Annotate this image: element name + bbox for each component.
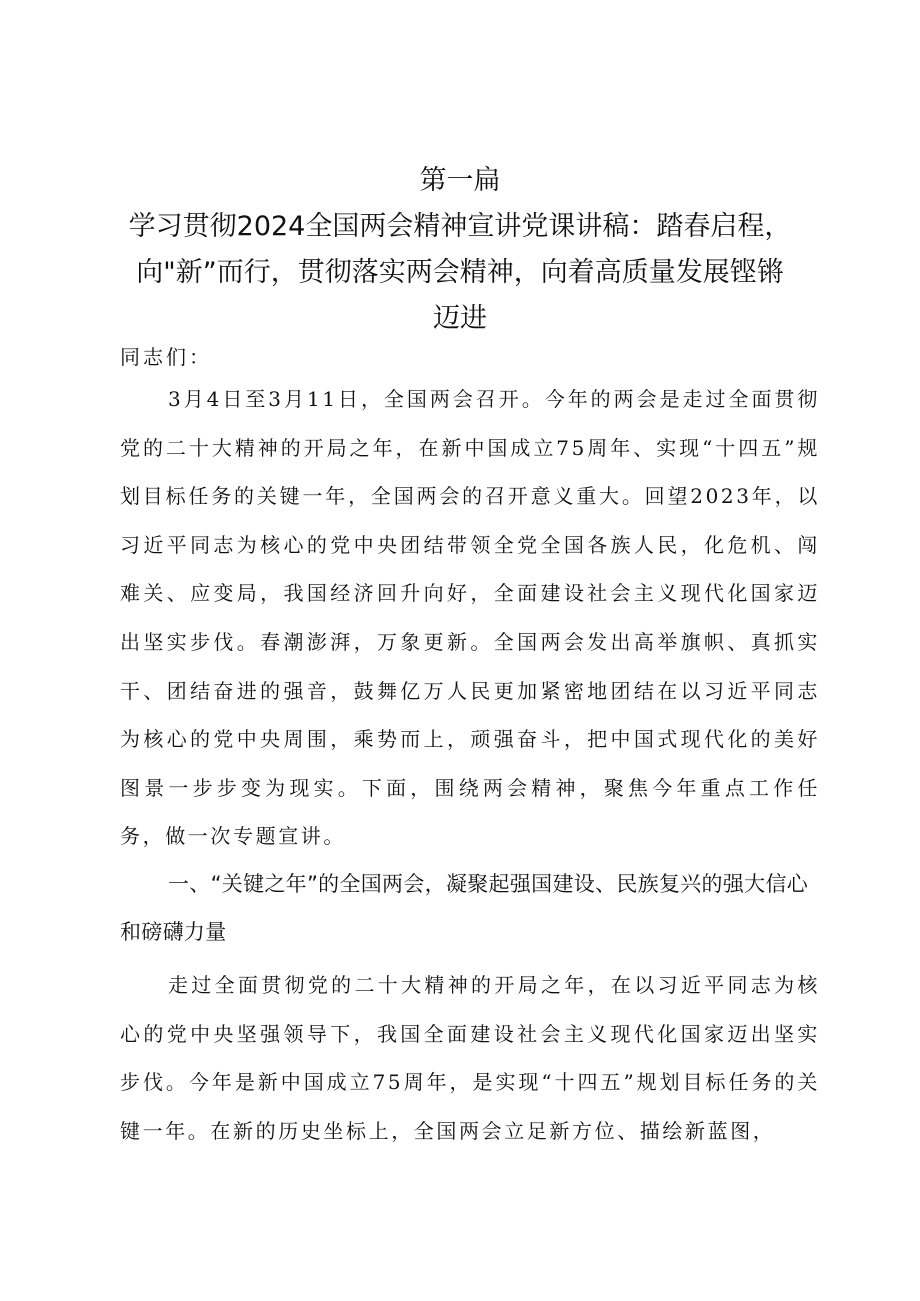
body-paragraph-2: 走过全面贯彻党的二十大精神的开局之年，在以习近平同志为核心的党中央坚强领导下，我国全面建设社会主义现代化国家迈出坚实步伐。今年是新中国成立75周年，是实现“十四五”规划目标任务的关键一年。在新的历史坐标上，全国两会立足新方位、描绘新蓝图，: [120, 973, 820, 1143]
title-line-1: 第一扁: [419, 165, 501, 196]
title-line-4: 迈进: [433, 303, 487, 334]
body-paragraph-1: 3月4日至3月11日，全国两会召开。今年的两会是走过全面贯彻党的二十大精神的开局之年，在新中国成立75周年、实现“十四五”规划目标任务的关键一年，全国两会的召开意义重大。回望2023年，以习近平同志为核心的党中央团结带领全党全国各族人民，化危机、闯难关、应变局，我国经济回升向好，全面建设社会主义现代化国家迈出坚实步伐。春潮澎湃，万象更新。全国两会发出高举旗帜、真抓实干、团结奋进的强音，鼓舞亿万人民更加紧密地团结在以习近平同志为核心的党中央周围，乘势而上，顽强奋斗，把中国式现代化的美好图景一步步变为现实。下面，围绕两会精神，聚焦今年重点工作任务，做一次专题宣讲。: [120, 387, 820, 849]
document-title: [100, 158, 820, 342]
title-line-2: 学习贯彻2024全国两会精神宣讲党课讲稿：踏春启程，: [128, 211, 792, 242]
title-line-3: 向"新”而行，贯彻落实两会精神，向着高质量发展铿锵: [136, 257, 784, 288]
section-heading-1: 一、“关键之年”的全国两会，凝聚起强国建设、民族复兴的强大信心和磅礴力量: [120, 872, 809, 944]
greeting: 同志们：: [120, 345, 212, 369]
